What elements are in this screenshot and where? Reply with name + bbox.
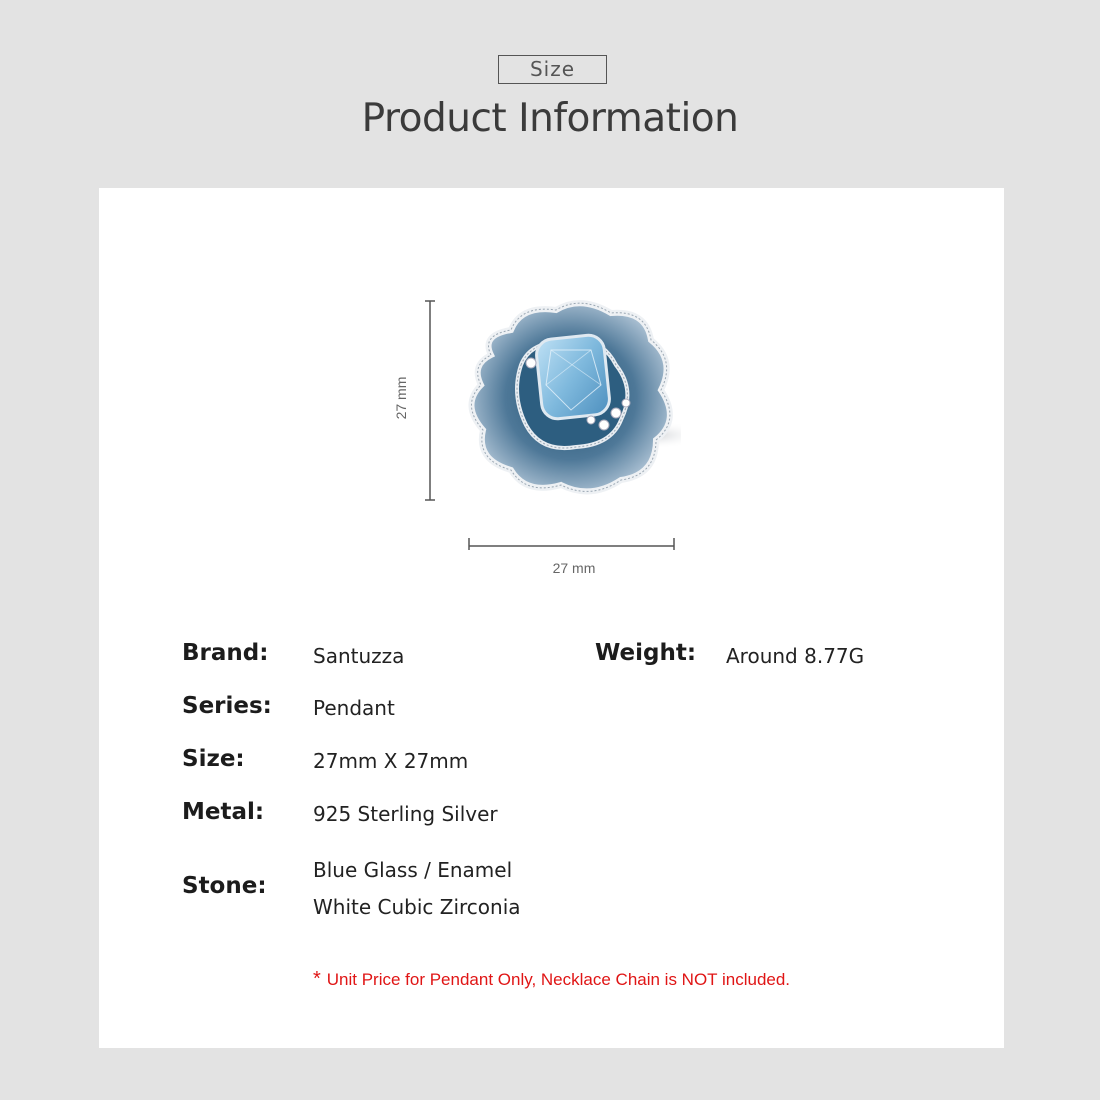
metal-value: 925 Sterling Silver — [313, 802, 498, 826]
stone-label: Stone: — [182, 873, 267, 899]
series-label: Series: — [182, 693, 272, 719]
width-dimension-line — [467, 537, 677, 551]
product-card — [99, 188, 1004, 1048]
page-title: Product Information — [361, 96, 739, 141]
weight-label: Weight: — [595, 640, 697, 666]
height-dimension-label: 27 mm — [393, 376, 409, 420]
height-dimension-line — [424, 300, 436, 502]
size-value: 27mm X 27mm — [313, 749, 469, 773]
stone-value-primary: Blue Glass / Enamel — [313, 858, 513, 882]
price-note-text: Unit Price for Pendant Only, Necklace Chain is NOT included. — [326, 970, 791, 989]
price-note — [99, 968, 1004, 991]
size-tag: Size — [498, 55, 607, 84]
pendant-image — [461, 295, 681, 495]
series-value: Pendant — [313, 696, 395, 720]
weight-value: Around 8.77G — [726, 644, 865, 668]
asterisk-icon: * — [312, 968, 321, 990]
brand-label: Brand: — [182, 640, 269, 666]
metal-label: Metal: — [182, 799, 265, 825]
brand-value: Santuzza — [313, 644, 405, 668]
size-label: Size: — [182, 746, 245, 772]
width-dimension-label: 27 mm — [552, 560, 596, 576]
stone-value-secondary: White Cubic Zirconia — [313, 895, 521, 919]
